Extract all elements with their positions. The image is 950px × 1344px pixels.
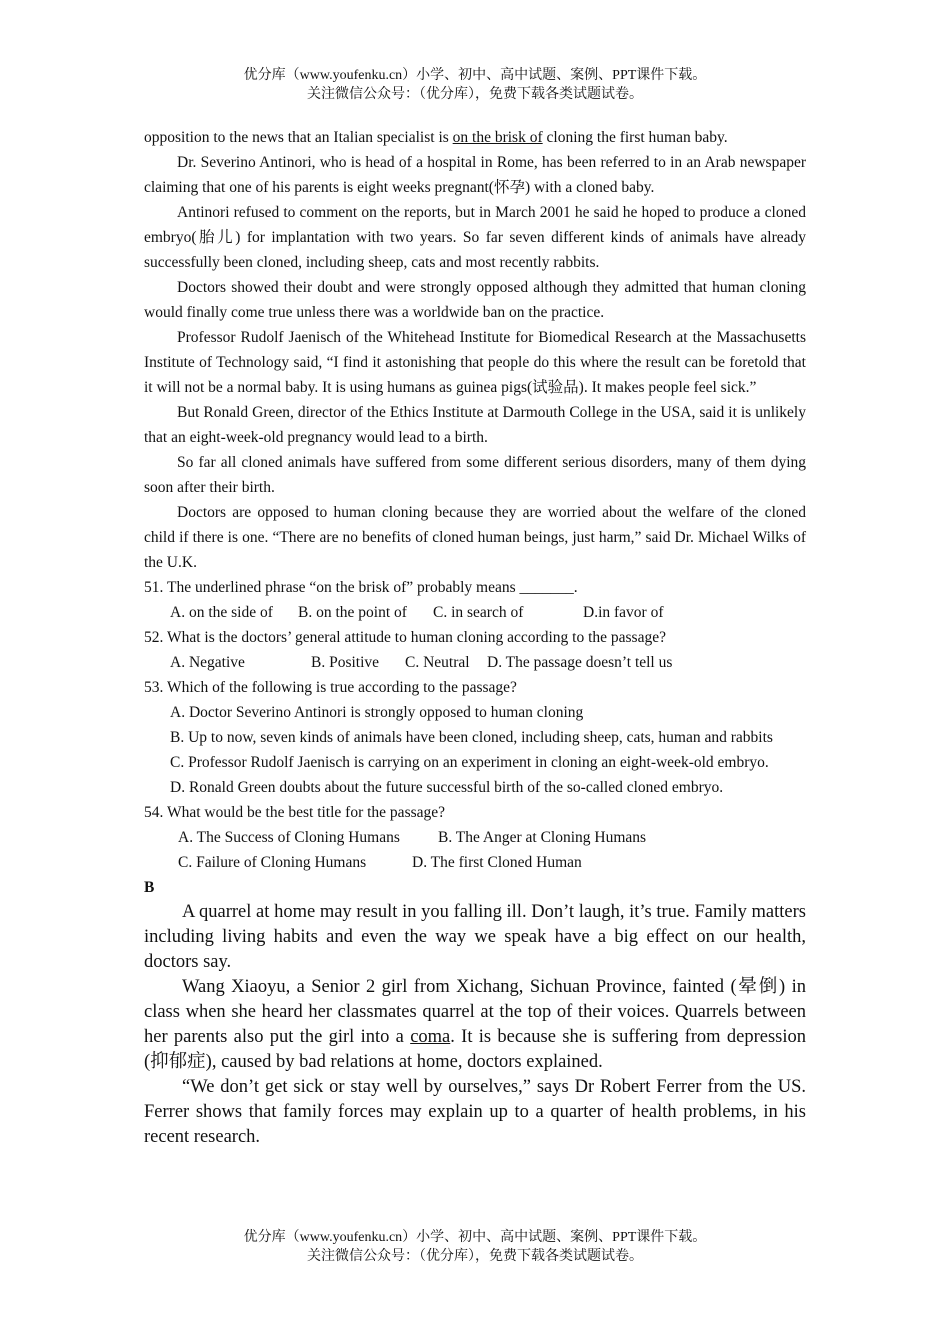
option-53-a: A. Doctor Severino Antinori is strongly opposed to human cloning	[170, 704, 584, 721]
footer-line-2: 关注微信公众号：（优分库），免费下载各类试题试卷。	[307, 1249, 643, 1264]
passage-a-paragraph-2: Antinori refused to comment on the reports, but in March 2001 he said he hoped to produce a cloned embryo(胎儿) for implantation with two years. So far seven different kinds of animals have already successfully been cloned, including sheep, cats and most recently rabbits.	[144, 204, 806, 271]
passage-a-paragraph-4: Professor Rudolf Jaenisch of the Whitehead Institute for Biomedical Research at the Massachusetts Institute of Technology said, “I find it astonishing that people do this where the result can be foretold that it will not be a normal baby. It is using humans as guinea pigs(试验品). It makes people feel sick.”	[144, 329, 806, 396]
option-54-a: A. The Success of Cloning Humans	[178, 829, 400, 846]
option-52-d: D. The passage doesn’t tell us	[487, 654, 673, 671]
passage-a-paragraph-5: But Ronald Green, director of the Ethics Institute at Darmouth College in the USA, said it is unlikely that an eight-week-old pregnancy would lead to a birth.	[144, 404, 806, 446]
question-54: 54. What would be the best title for the passage?	[144, 804, 446, 821]
option-52-a: A. Negative	[170, 654, 245, 671]
question-53: 53. Which of the following is true according to the passage?	[144, 679, 517, 696]
option-51-a: A. on the side of	[170, 604, 273, 621]
page-header	[0, 66, 950, 104]
passage-a-paragraph-6: So far all cloned animals have suffered from some different serious disorders, many of them dying soon after their birth.	[144, 454, 806, 496]
option-53-d: D. Ronald Green doubts about the future successful birth of the so-called cloned embryo.	[170, 779, 724, 796]
option-54-d: D. The first Cloned Human	[412, 854, 582, 871]
option-51-d: D.in favor of	[583, 604, 664, 621]
passage-b-paragraph-1: A quarrel at home may result in you falling ill. Don’t laugh, it’s true. Family matters including living habits and even the way we speak have a big effect on our health, doctors say.	[144, 902, 806, 972]
document-body	[144, 125, 806, 1150]
option-54-b: B. The Anger at Cloning Humans	[438, 829, 647, 846]
question-54-options-row-1	[144, 825, 806, 850]
passage-a-paragraph-7: Doctors are opposed to human cloning because they are worried about the welfare of the cloned child if there is one. “There are no benefits of cloned human beings, just harm,” said Dr. Michael Wilks of the U.K.	[144, 504, 806, 571]
page-footer	[0, 1228, 950, 1266]
passage-a-paragraph-1: Dr. Severino Antinori, who is head of a hospital in Rome, has been referred to in an Arab newspaper claiming that one of his parents is eight weeks pregnant(怀孕) with a cloned baby.	[144, 154, 806, 196]
underlined-phrase: on the brisk of	[452, 129, 543, 146]
section-b-heading: B	[144, 879, 155, 896]
passage-b-paragraph-3: “We don’t get sick or stay well by ourselves,” says Dr Robert Ferrer from the US. Ferrer shows that family forces may explain up to a quarter of health problems, in his recent research.	[144, 1077, 806, 1147]
footer-line-1: 优分库（www.youfenku.cn）小学、初中、高中试题、案例、PPT课件下载。	[243, 1230, 707, 1245]
header-line-2: 关注微信公众号：（优分库），免费下载各类试题试卷。	[307, 87, 643, 102]
question-54-options-row-2	[144, 850, 806, 875]
option-52-c: C. Neutral	[405, 654, 470, 671]
option-54-c: C. Failure of Cloning Humans	[178, 854, 367, 871]
question-51: 51. The underlined phrase “on the brisk of” probably means _______.	[144, 579, 578, 596]
option-53-c: C. Professor Rudolf Jaenisch is carrying on an experiment in cloning an eight-week-old embryo.	[170, 754, 769, 771]
passage-a-paragraph-0: opposition to the news that an Italian specialist is on the brisk of cloning the first human baby.	[144, 129, 728, 146]
question-52: 52. What is the doctors’ general attitude to human cloning according to the passage?	[144, 629, 666, 646]
header-line-1: 优分库（www.youfenku.cn）小学、初中、高中试题、案例、PPT课件下载。	[243, 68, 707, 83]
question-52-options	[144, 650, 806, 675]
option-52-b: B. Positive	[311, 654, 380, 671]
question-51-options	[144, 600, 806, 625]
underlined-word-coma: coma	[410, 1027, 451, 1047]
option-51-b: B. on the point of	[298, 604, 407, 621]
option-53-b: B. Up to now, seven kinds of animals have been cloned, including sheep, cats, human and rabbits	[170, 729, 773, 746]
passage-a-paragraph-3: Doctors showed their doubt and were strongly opposed although they admitted that human cloning would finally come true unless there was a worldwide ban on the practice.	[144, 279, 806, 321]
passage-b-paragraph-2: Wang Xiaoyu, a Senior 2 girl from Xichang, Sichuan Province, fainted (晕倒) in class when she heard her classmates quarrel at the top of their voices. Quarrels between her parents also put the girl into a coma. It is because she is suffering from depression (抑郁症), caused by bad relations at home, doctors explained.	[144, 977, 806, 1072]
option-51-c: C. in search of	[433, 604, 524, 621]
